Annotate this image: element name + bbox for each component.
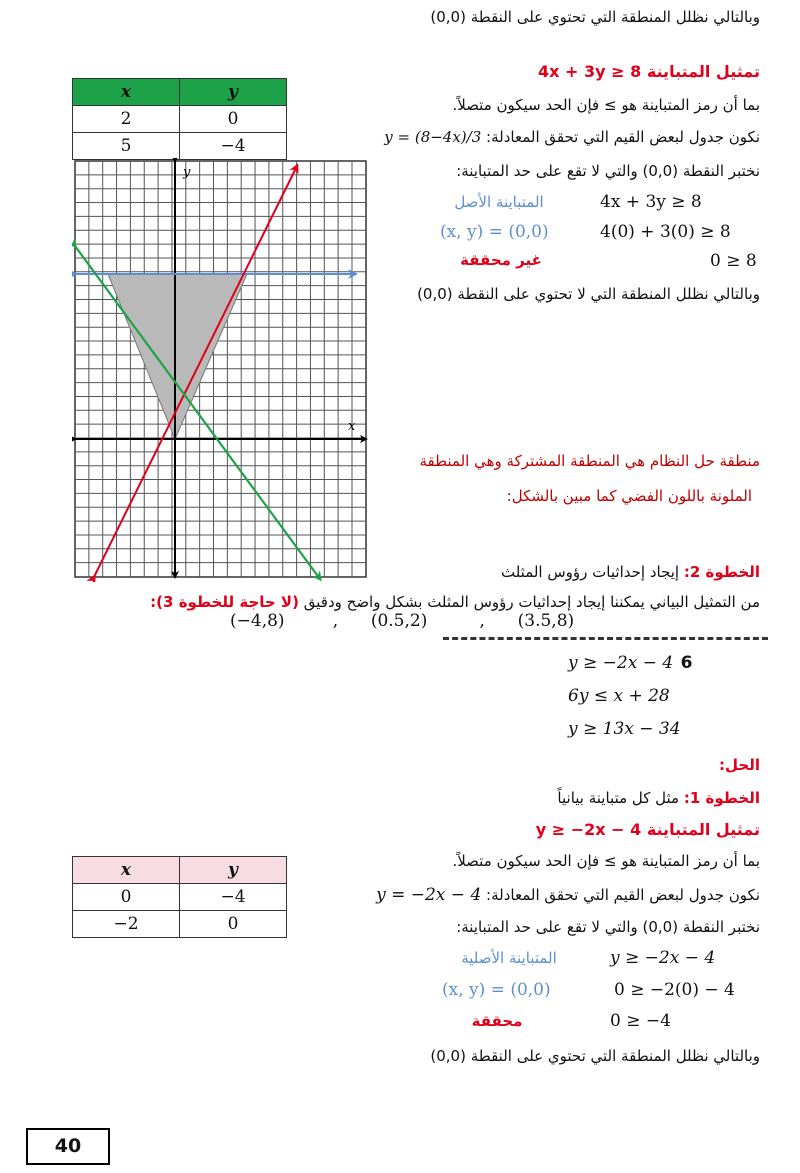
table2-cell: −4	[180, 884, 287, 911]
table2-header-x: x	[73, 857, 180, 884]
table2-header-y: y	[180, 857, 287, 884]
table2-cell: 0	[73, 884, 180, 911]
p6-row2-expr: 0 ≥ −2(0) − 4	[614, 980, 735, 1000]
p6-ineq2: 6y ≤ x + 28	[568, 686, 670, 706]
step2-desc-note: (لا حاجة للخطوة 3):	[150, 593, 299, 611]
table1-cell: 2	[73, 106, 180, 133]
p6-row1-expr: y ≥ −2x − 4	[610, 948, 716, 968]
solution-label: الحل:	[719, 756, 760, 774]
step2-label: الخطوة 2:	[683, 563, 760, 581]
x-axis-label: x	[348, 419, 356, 434]
p6-line3: نختبر النقطة (0,0) والتي لا تقع على حد المتباينة:	[456, 918, 760, 936]
step2-desc: من التمثيل البياني يمكننا إيجاد إحداثيات رؤوس المثلث بشكل واضح ودقيق (لا حاجة للخطوة 3):	[150, 593, 760, 611]
ineq2-conclusion: وبالتالي نظلل المنطقة التي لا تحتوي على النقطة (0,0)	[417, 285, 760, 303]
separator	[443, 637, 768, 640]
p6-row3-label: محققة	[471, 1012, 523, 1030]
vertex: (3.5,8)	[517, 611, 575, 631]
p6-step1: الخطوة 1: مثل كل متباينة بيانياً	[557, 789, 760, 807]
p6-row1-label: المتباينة الأصلية	[461, 949, 557, 967]
vertex: (−4,8)	[230, 611, 285, 631]
ineq2-equation: y = (8−4x)/3	[384, 128, 482, 146]
step2-text: إيجاد إحداثيات رؤوس المثلث	[500, 563, 680, 581]
ineq2-row2-expr: 4(0) + 3(0) ≥ 8	[600, 222, 731, 242]
inequality-graph	[72, 158, 372, 582]
values-table-1	[72, 78, 287, 160]
p6-equation: y = −2x − 4	[376, 885, 482, 905]
p6-conclusion: وبالتالي نظلل المنطقة التي تحتوي على النقطة (0,0)	[430, 1047, 760, 1065]
p6-row2-label: (x, y) = (0,0)	[442, 980, 551, 1000]
ineq2-row1-expr: 4x + 3y ≥ 8	[600, 192, 702, 212]
table2-cell: −2	[73, 911, 180, 938]
p6-line1: بما أن رمز المتباينة هو ≥ فإن الحد سيكون متصلاً.	[452, 852, 760, 870]
table2-cell: 0	[180, 911, 287, 938]
ineq2-line2: نكون جدول لبعض القيم التي تحقق المعادلة: y = (8−4x)/3	[384, 128, 760, 146]
ineq2-row2-label: (x, y) = (0,0)	[440, 222, 549, 242]
problem-number: 6	[680, 653, 693, 673]
p6-row3-expr: 0 ≥ −4	[610, 1011, 671, 1031]
ineq2-row3-expr: 0 ≥ 8	[710, 251, 757, 271]
ineq2-line3: نختبر النقطة (0,0) والتي لا تقع على حد المتباينة:	[456, 162, 760, 180]
region-line1: منطقة حل النظام هي المنطقة المشتركة وهي المنطقة	[419, 452, 760, 470]
ineq2-line1: بما أن رمز المتباينة هو ≥ فإن الحد سيكون متصلاً.	[452, 96, 760, 114]
vertex: (0.5,2)	[370, 611, 428, 631]
p6-ineq3: y ≥ 13x − 34	[568, 719, 681, 739]
table1-cell: 0	[180, 106, 287, 133]
top-conclusion: وبالتالي نظلل المنطقة التي تحتوي على النقطة (0,0)	[430, 8, 760, 26]
table1-header-x: x	[73, 79, 180, 106]
p6-line2: نكون جدول لبعض القيم التي تحقق المعادلة: y = −2x − 4	[376, 885, 760, 905]
vertices: (−4,8) , (0.5,2) , (3.5,8)	[230, 611, 630, 631]
p6-ineq1: y ≥ −2x − 4 6	[568, 653, 693, 673]
step2-line	[260, 563, 760, 581]
table1-header-y: y	[180, 79, 287, 106]
ineq2-row3-label: غير محققة	[460, 251, 542, 269]
ineq2-heading: تمثيل المتباينة 4x + 3y ≥ 8	[538, 62, 760, 81]
table1-cell: −4	[180, 133, 287, 160]
values-table-2	[72, 856, 287, 938]
region-line2: الملونة باللون الفضي كما مبين بالشكل:	[506, 487, 752, 505]
ineq2-row1-label: المتباينة الأصل	[454, 193, 544, 211]
p6-step1-label: الخطوة 1:	[683, 789, 760, 807]
table1-cell: 5	[73, 133, 180, 160]
p6-heading: تمثيل المتباينة y ≥ −2x − 4	[535, 820, 760, 839]
page-number: 40	[26, 1128, 110, 1165]
y-axis-label: y	[183, 165, 191, 180]
